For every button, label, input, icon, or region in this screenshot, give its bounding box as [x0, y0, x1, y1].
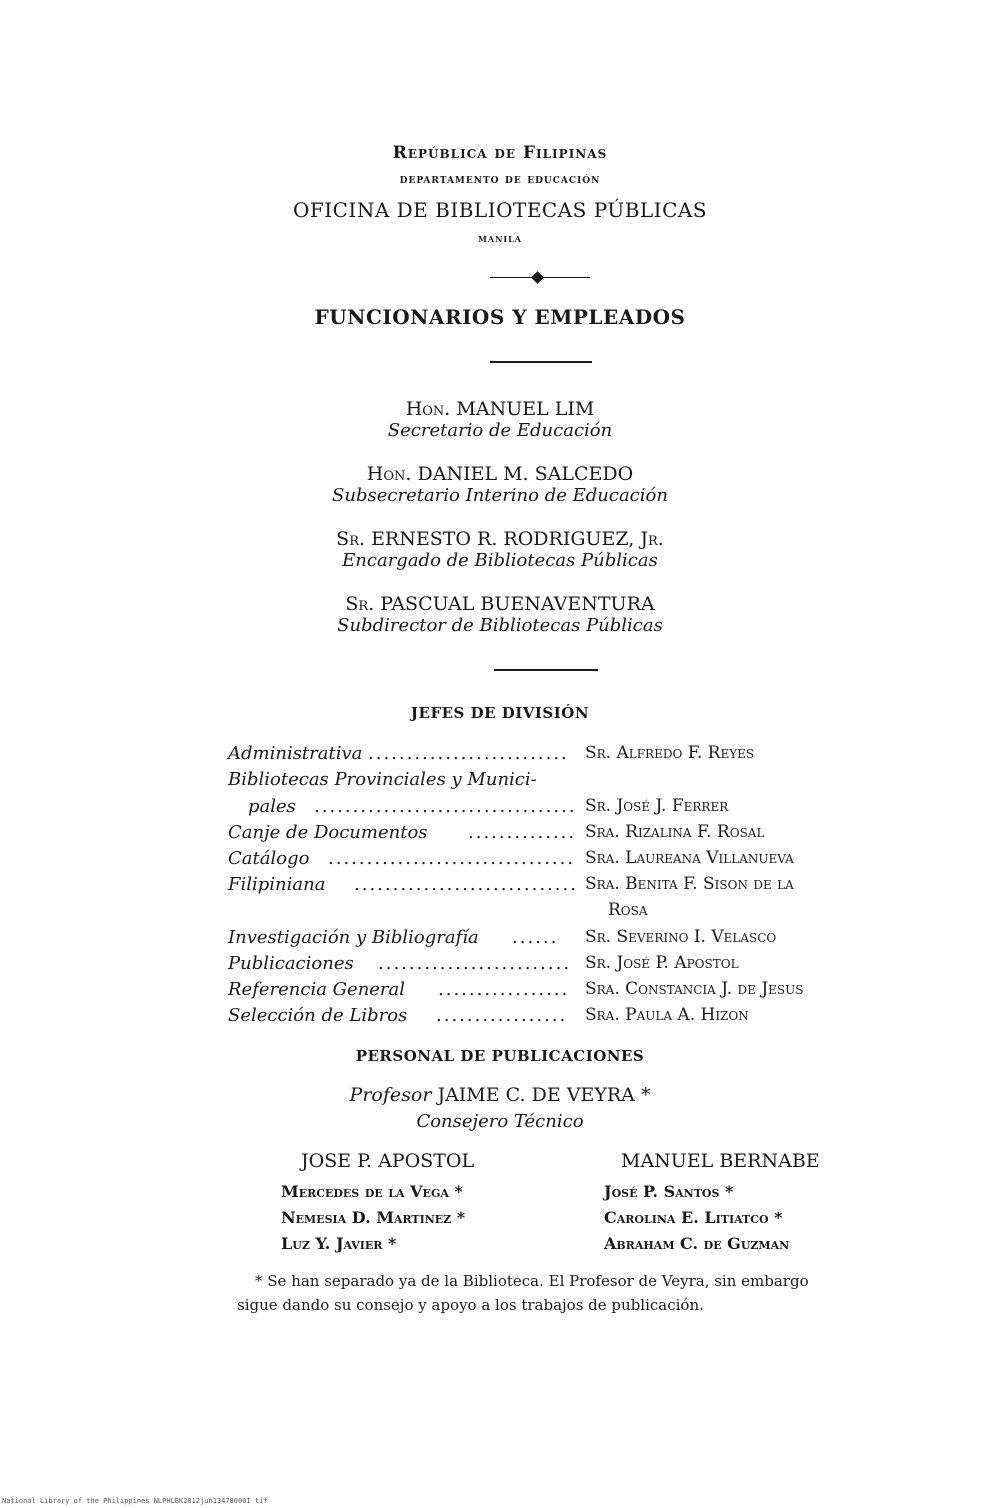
leader-dots: .................................. — [314, 796, 577, 817]
official-prefix: Hon. — [405, 398, 451, 420]
department-heading: departamento de educación — [399, 172, 601, 187]
official-prefix: Sr. — [336, 528, 366, 550]
official-prefix: Hon. — [366, 463, 412, 485]
office-heading: OFICINA DE BIBLIOTECAS PÚBLICAS — [292, 198, 708, 222]
staff-member: Carolina E. Litiatco * — [604, 1208, 783, 1227]
advisor-prefix: Profesor — [349, 1084, 432, 1106]
division-head: Sra. Paula A. Hizon — [585, 1005, 749, 1025]
leader-dots: ......................... — [378, 953, 572, 974]
advisor-line — [0, 1084, 1000, 1106]
staff-member: Mercedes de la Vega * — [281, 1182, 463, 1201]
ornament-diamond — [531, 271, 544, 284]
divider-rule — [490, 361, 592, 363]
official-position: Encargado de Bibliotecas Públicas — [342, 550, 658, 571]
division-head: Rosa — [608, 900, 648, 920]
staff-member: Nemesia D. Martinez * — [281, 1208, 466, 1227]
division-head: Sra. Laureana Villanueva — [585, 848, 794, 868]
staff-member: José P. Santos * — [604, 1182, 734, 1201]
republic-heading: República de Filipinas — [392, 143, 608, 163]
division-label: Selección de Libros — [228, 1005, 408, 1026]
official-name: DANIEL M. SALCEDO — [417, 463, 634, 485]
left-lead-name: JOSE P. APOSTOL — [301, 1150, 475, 1172]
division-head: Sr. Alfredo F. Reyes — [585, 743, 755, 763]
staff-member: Abraham C. de Guzman — [604, 1234, 790, 1253]
page-title: FUNCIONARIOS Y EMPLEADOS — [314, 305, 686, 329]
city-heading: manila — [478, 231, 522, 245]
divider-rule — [494, 669, 598, 671]
leader-dots: ................. — [436, 1005, 568, 1026]
official-prefix: Sr. — [345, 593, 375, 615]
division-label: Canje de Documentos — [228, 822, 428, 843]
footnote-line: * Se han separado ya de la Biblioteca. El Profesor de Veyra, sin embargo — [255, 1272, 809, 1290]
advisor-name: JAIME C. DE VEYRA * — [437, 1084, 651, 1106]
leader-dots: ................. — [438, 979, 570, 1000]
division-head: Sr. Severino I. Velasco — [585, 927, 777, 947]
division-label: pales — [248, 796, 296, 817]
official-1 — [0, 398, 1000, 441]
leader-dots: ...... — [512, 927, 559, 948]
division-label: Publicaciones — [228, 953, 354, 974]
official-name: MANUEL LIM — [456, 398, 595, 420]
official-position: Secretario de Educación — [387, 420, 613, 441]
division-label: Bibliotecas Provinciales y Munici- — [228, 769, 537, 790]
leader-dots: ................................ — [328, 848, 576, 869]
official-name: ERNESTO R. RODRIGUEZ, — [371, 528, 635, 550]
official-position: Subsecretario Interino de Educación — [332, 485, 668, 506]
publications-heading: PERSONAL DE PUBLICACIONES — [355, 1047, 645, 1065]
official-4 — [0, 593, 1000, 636]
official-3 — [0, 528, 1000, 571]
official-position: Subdirector de Bibliotecas Públicas — [337, 615, 663, 636]
division-label: Referencia General — [228, 979, 406, 1000]
division-label: Administrativa — [228, 743, 363, 764]
division-label: Filipiniana — [228, 874, 326, 895]
division-head: Sra. Constancia J. de Jesus — [585, 979, 804, 999]
division-label: Investigación y Bibliografía — [228, 927, 479, 948]
official-name: PASCUAL BUENAVENTURA — [380, 593, 655, 615]
division-head: Sra. Benita F. Sison de la — [585, 874, 794, 894]
division-head: Sra. Rizalina F. Rosal — [585, 822, 765, 842]
staff-member: Luz Y. Javier * — [281, 1234, 397, 1253]
advisor-title: Consejero Técnico — [416, 1111, 584, 1132]
official-suffix: Jr. — [640, 528, 664, 550]
division-head: Sr. José J. Ferrer — [585, 796, 729, 816]
division-label: Catálogo — [228, 848, 310, 869]
right-lead-name: MANUEL BERNABE — [621, 1150, 820, 1172]
footnote — [237, 1269, 897, 1317]
division-head: Sr. José P. Apostol — [585, 953, 739, 973]
divisions-heading: JEFES DE DIVISIÓN — [410, 704, 590, 722]
leader-dots: ............................. — [354, 874, 578, 895]
footnote-line: sigue dando su consejo y apoyo a los trabajos de publicación. — [237, 1296, 704, 1314]
official-2 — [0, 463, 1000, 506]
leader-dots: .......................... — [368, 743, 569, 764]
scan-caption: National Library of the Philippines NLPHLBK2012jun13478000I tif — [2, 1497, 268, 1505]
leader-dots: .............. — [468, 822, 577, 843]
